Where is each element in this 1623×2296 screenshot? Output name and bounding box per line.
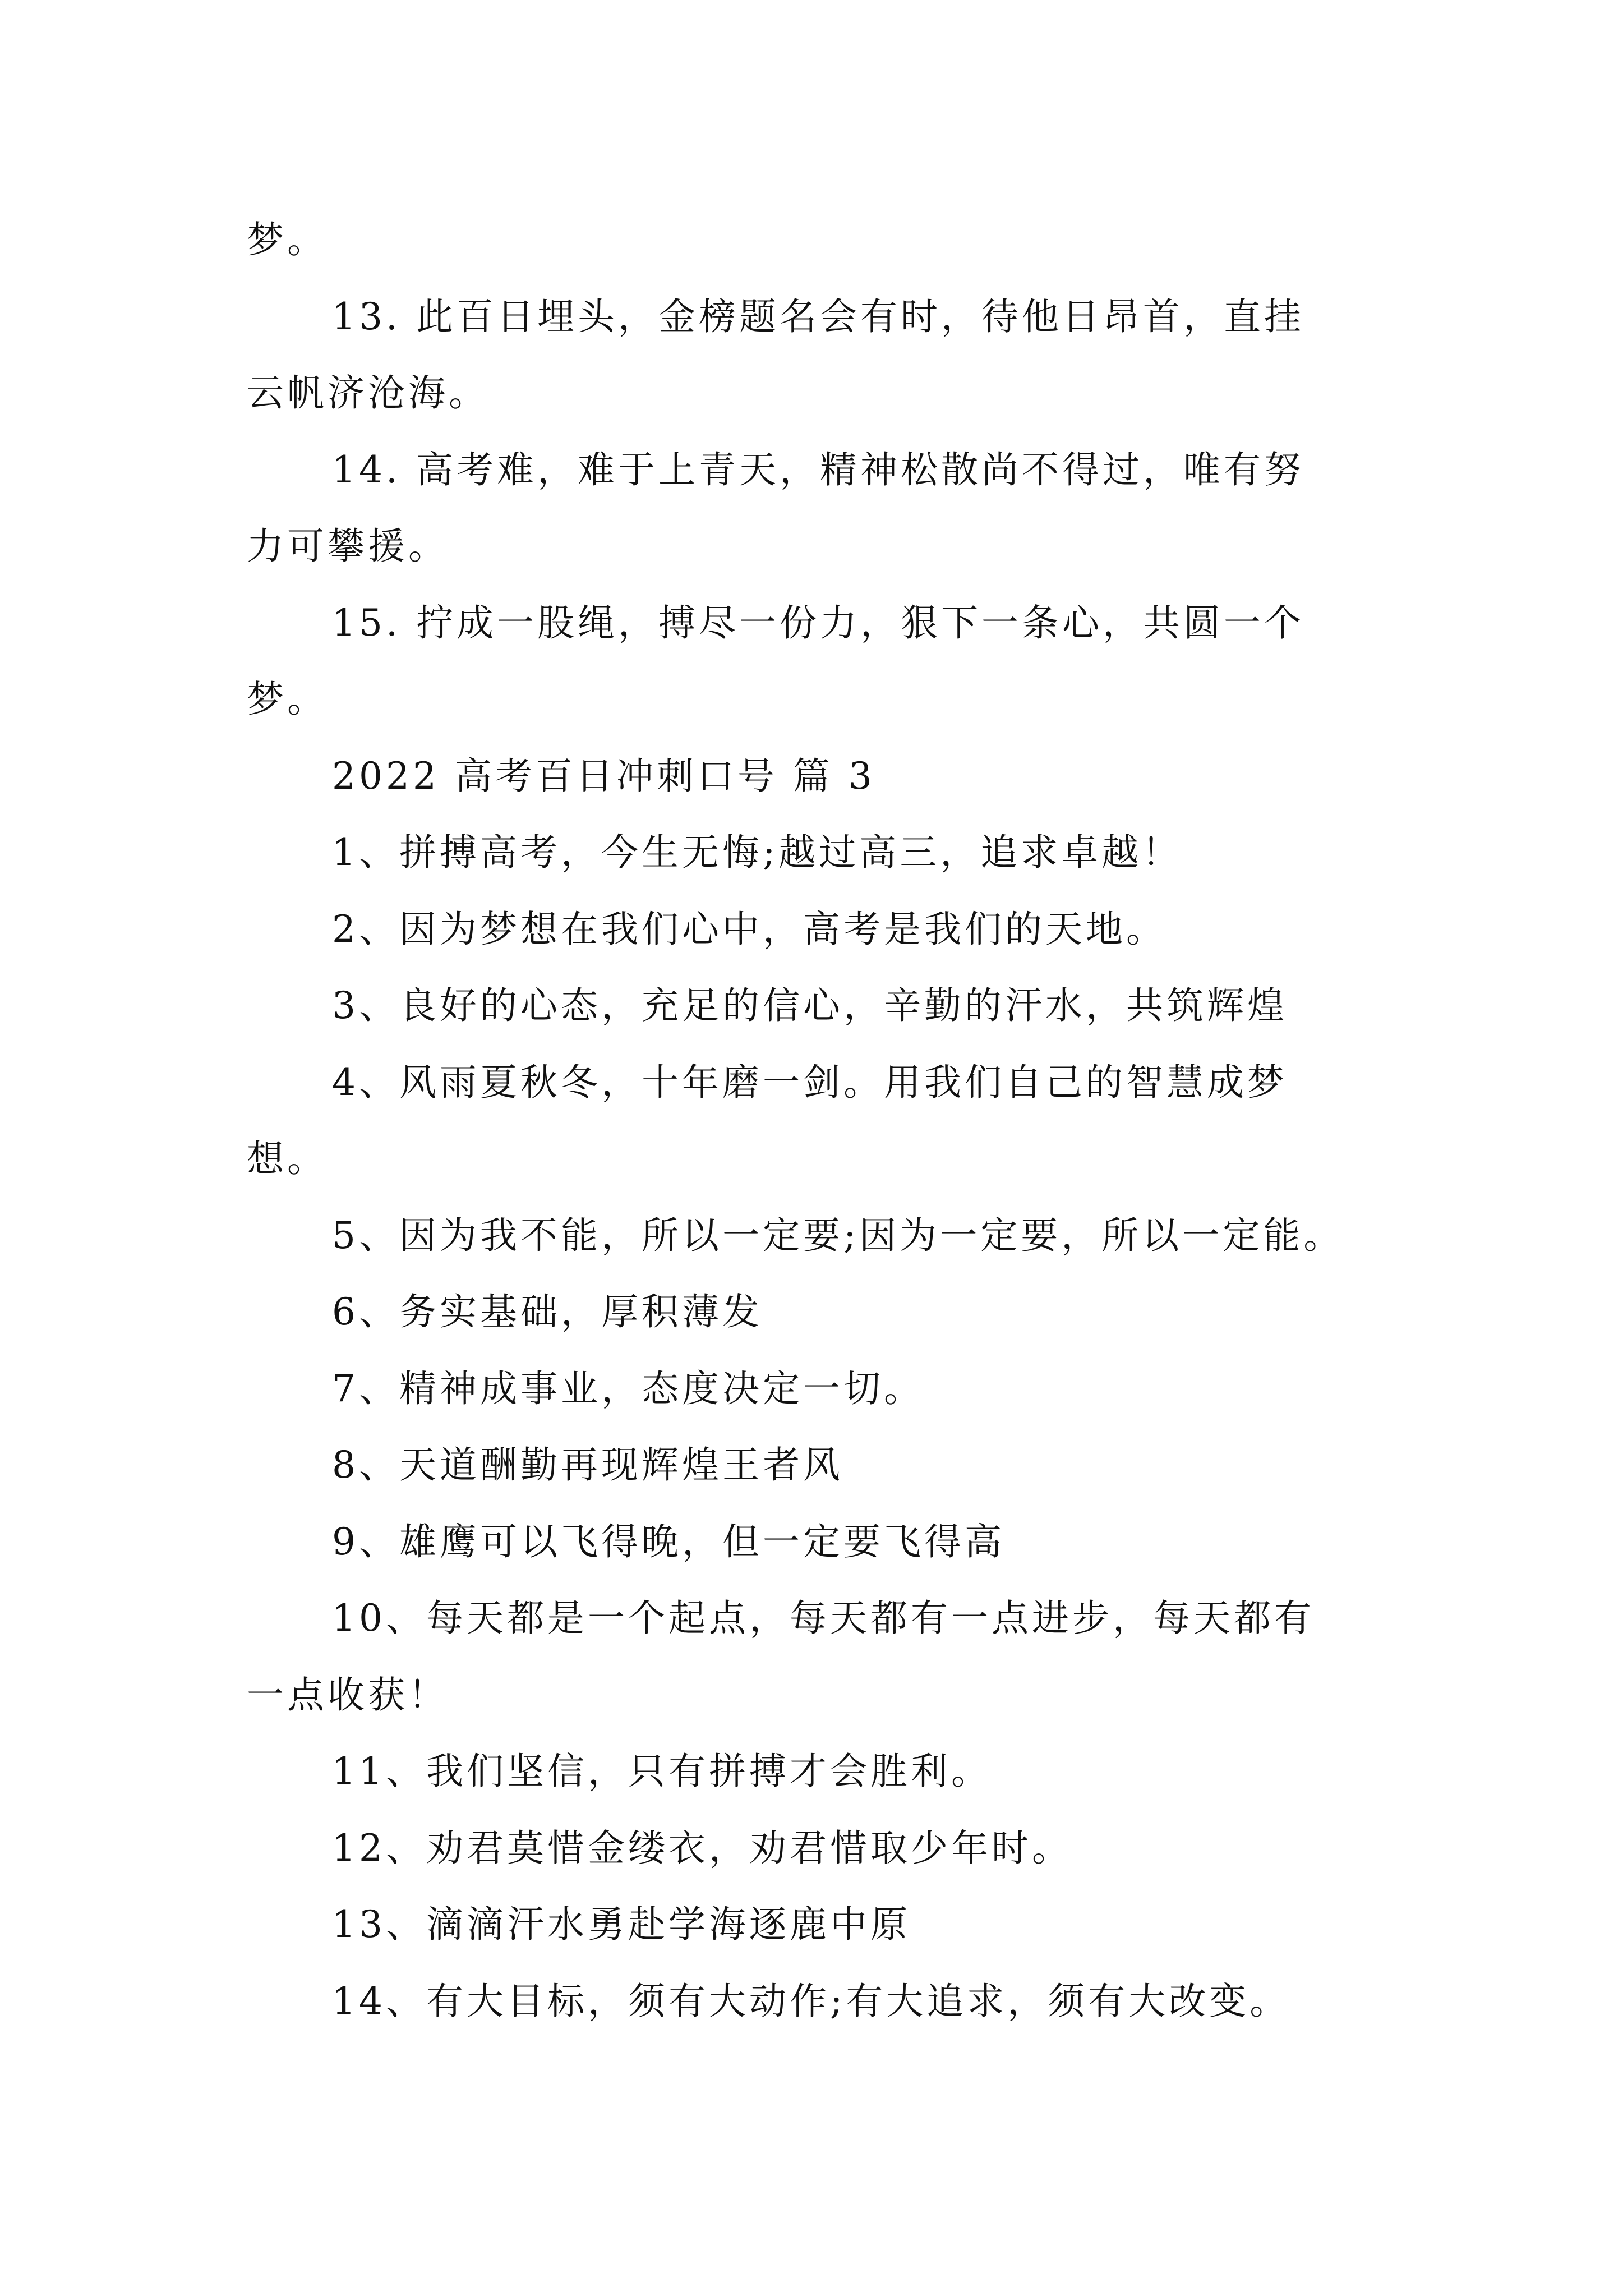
text-line: 4、风雨夏秋冬，十年磨一剑。用我们自己的智慧成梦 [332,1060,1288,1104]
text-line: 力可攀援。 [247,524,449,568]
text-line: 1、拼搏高考，今生无悔;越过高三，追求卓越！ [332,831,1183,874]
document-body [247,202,1374,2040]
section-heading: 2022 高考百日冲刺口号 篇 3 [332,754,875,798]
text-line: 10、每天都是一个起点，每天都有一点进步，每天都有 [332,1596,1315,1640]
text-line: 梦。 [247,218,328,261]
text-line: 13. 此百日埋头，金榜题名会有时，待他日昂首，直挂 [332,295,1304,338]
text-line: 5、因为我不能，所以一定要;因为一定要，所以一定能。 [332,1213,1344,1257]
text-line: 7、精神成事业，态度决定一切。 [332,1366,924,1410]
text-line: 想。 [247,1137,328,1180]
text-line: 一点收获！ [247,1673,449,1717]
text-line: 13、滴滴汗水勇赴学海逐鹿中原 [332,1903,911,1946]
text-line: 云帆济沧海。 [247,371,489,415]
text-line: 梦。 [247,678,328,721]
text-line: 12、劝君莫惜金缕衣，劝君惜取少年时。 [332,1826,1072,1870]
text-line: 8、天道酬勤再现辉煌王者风 [332,1443,843,1487]
text-line: 11、我们坚信，只有拼搏才会胜利。 [332,1750,992,1793]
text-line: 3、良好的心态，充足的信心，辛勤的汗水，共筑辉煌 [332,984,1288,1027]
text-line: 15. 拧成一股绳，搏尽一份力，狠下一条心，共圆一个 [332,601,1304,645]
text-line: 9、雄鹰可以飞得晚，但一定要飞得高 [332,1520,1005,1563]
text-line: 2、因为梦想在我们心中，高考是我们的天地。 [332,907,1166,951]
text-line: 6、务实基础，厚积薄发 [332,1290,763,1333]
text-line: 14. 高考难，难于上青天，精神松散尚不得过，唯有努 [332,448,1304,491]
text-line: 14、有大目标，须有大动作;有大追求，须有大改变。 [332,1979,1290,2023]
